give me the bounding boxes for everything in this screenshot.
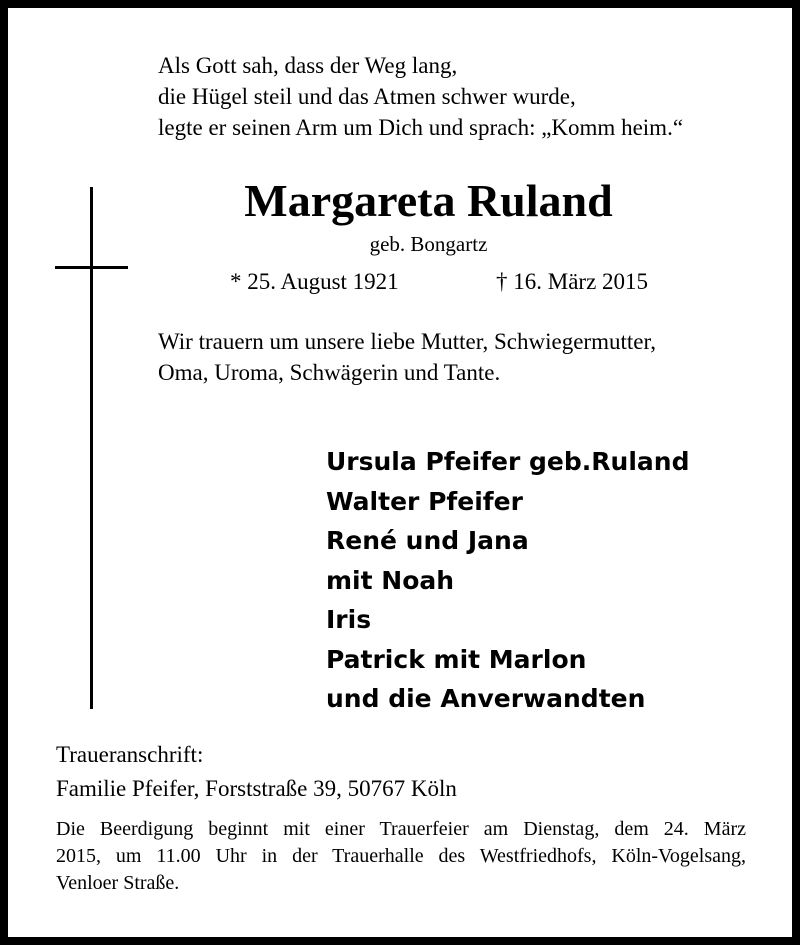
poem-line: die Hügel steil und das Atmen schwer wurde, [158, 84, 576, 109]
mourning-line: Oma, Uroma, Schwägerin und Tante. [158, 360, 501, 385]
mourner-name: und die Anverwandten [326, 684, 646, 713]
deceased-name: Margareta Ruland [244, 175, 613, 226]
poem-line: Als Gott sah, dass der Weg lang, [158, 53, 458, 78]
cross-icon-crossbar [55, 266, 128, 269]
funeral-line: 2015, um 11.00 Uhr in der Trauerhalle des Westfriedhofs, Köln-Vogelsang, [56, 845, 746, 867]
mourner-name: mit Noah [326, 565, 455, 595]
mourner-name: René und Jana [326, 526, 529, 555]
death-date: † 16. März 2015 [496, 269, 649, 294]
mourner-name: Patrick mit Marlon [326, 644, 587, 674]
address-value: Familie Pfeifer, Forststraße 39, 50767 Köln [56, 776, 457, 801]
address-label: Traueranschrift: [56, 742, 204, 767]
mourner-name: Walter Pfeifer [326, 486, 523, 516]
maiden-name: geb. Bongartz [369, 232, 488, 256]
mourner-name: Iris [326, 605, 372, 634]
poem-line: legte er seinen Arm um Dich und sprach: „Komm heim.“ [158, 115, 684, 140]
poem [158, 50, 683, 143]
funeral-line: Venloer Straße. [56, 872, 180, 894]
mourners-list [326, 442, 689, 719]
birth-date: * 25. August 1921 [230, 269, 399, 294]
mourning-line: Wir trauern um unsere liebe Mutter, Schwiegermutter, [158, 329, 656, 354]
funeral-line: Die Beerdigung beginnt mit einer Trauerfeier am Dienstag, dem 24. März [56, 818, 746, 840]
mourner-name: Ursula Pfeifer geb.Ruland [326, 447, 690, 476]
mourning-text [158, 326, 656, 388]
funeral-info [56, 816, 746, 897]
